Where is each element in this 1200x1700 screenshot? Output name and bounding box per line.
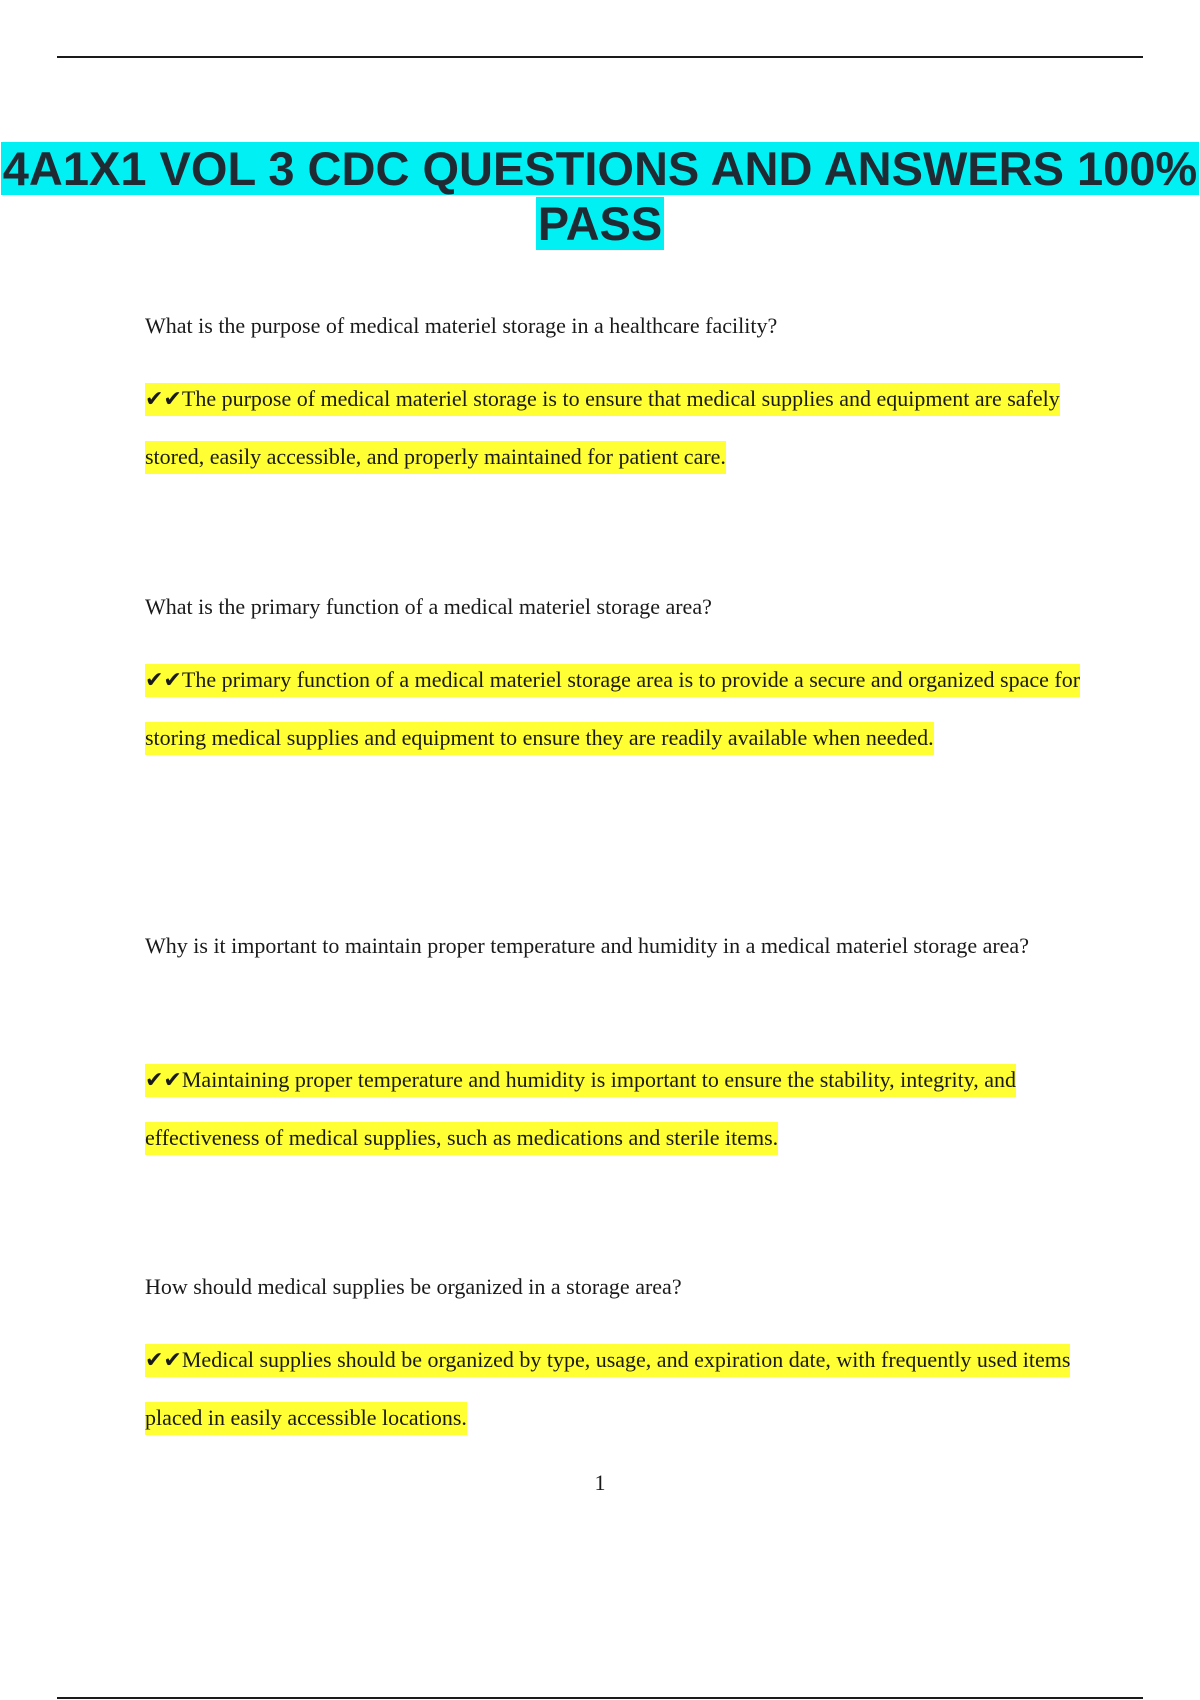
answer-text: The purpose of medical materiel storage is to ensure that medical supplies and equipment are safely stored, easily accessible, and properly maintained for patient care. — [145, 386, 1060, 469]
qa-item — [145, 578, 1090, 766]
answer-text: Maintaining proper temperature and humidity is important to ensure the stability, integrity, and effectiveness of medical supplies, such as medications and sterile items. — [145, 1067, 1017, 1150]
qa-item — [145, 297, 1090, 485]
answer-block — [145, 370, 1090, 485]
check-mark-icon: ✔✔ — [145, 668, 182, 693]
answer-block — [145, 1331, 1090, 1446]
check-mark-icon: ✔✔ — [145, 1068, 182, 1093]
document-title — [0, 141, 1200, 251]
page-number: 1 — [594, 1470, 606, 1495]
document-title-text: 4A1X1 VOL 3 CDC QUESTIONS AND ANSWERS 100% PASS — [2, 142, 1198, 250]
question-text: Why is it important to maintain proper temperature and humidity in a medical materiel storage area? — [145, 933, 1029, 958]
top-rule — [57, 56, 1143, 58]
answer-text: The primary function of a medical materiel storage area is to provide a secure and organized space for storing medical supplies and equipment to ensure they are readily available when needed. — [145, 667, 1081, 750]
check-mark-icon: ✔✔ — [145, 1348, 182, 1373]
answer-block — [145, 1051, 1090, 1166]
bottom-rule — [57, 1697, 1143, 1699]
answer-text: Medical supplies should be organized by type, usage, and expiration date, with frequently used items placed in easily accessible locations. — [145, 1347, 1071, 1430]
answer-block — [145, 651, 1090, 766]
check-mark-icon: ✔✔ — [145, 387, 182, 412]
question-text: What is the purpose of medical materiel storage in a healthcare facility? — [145, 313, 778, 338]
qa-item — [145, 918, 1090, 1166]
question-text: How should medical supplies be organized in a storage area? — [145, 1274, 682, 1299]
qa-item — [145, 1258, 1090, 1446]
question-text: What is the primary function of a medical materiel storage area? — [145, 594, 712, 619]
